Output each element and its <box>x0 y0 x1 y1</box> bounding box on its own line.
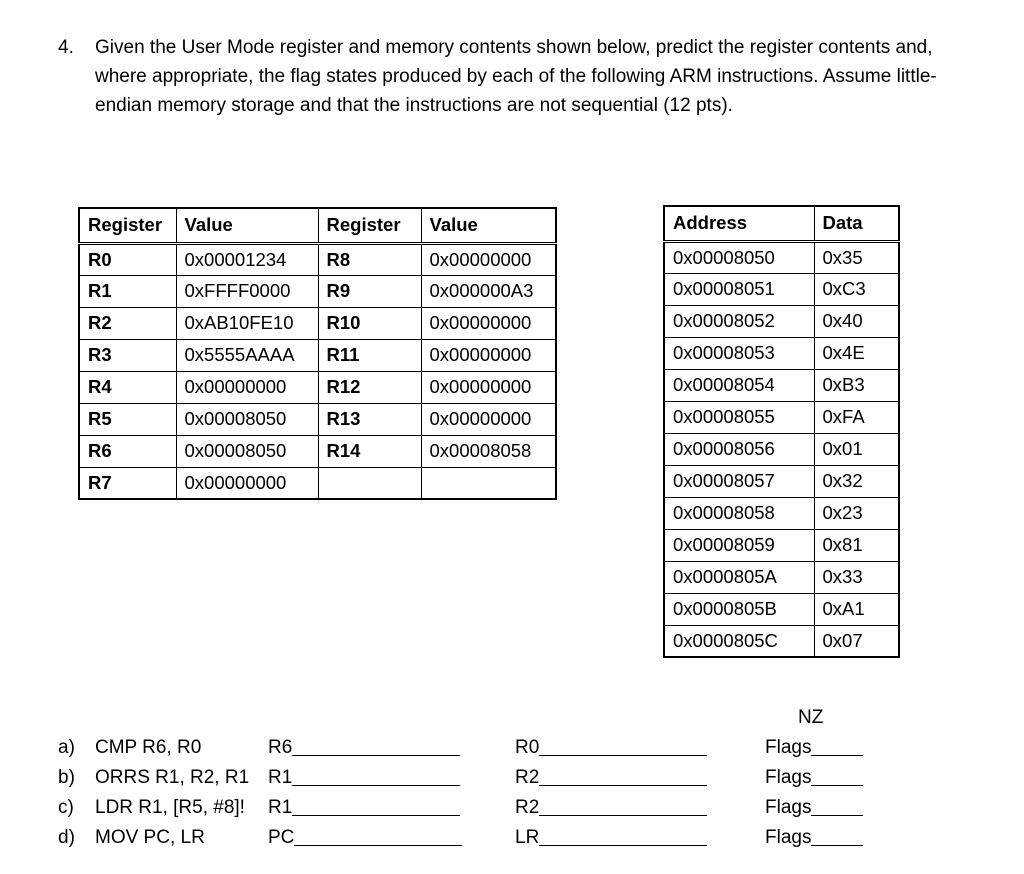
memory-address-cell: 0x00008055 <box>664 401 814 433</box>
value-header-cell: Value <box>176 208 318 243</box>
memory-row <box>664 529 899 561</box>
register-value-cell: 0x000000A3 <box>421 275 556 307</box>
answer-blank-line <box>294 834 462 846</box>
answer-blank-line <box>539 834 707 846</box>
answer-letter: a) <box>58 737 75 758</box>
register-row <box>79 243 556 275</box>
memory-data-cell: 0x40 <box>814 305 899 337</box>
memory-data-cell: 0x01 <box>814 433 899 465</box>
register-row <box>79 467 556 499</box>
answer-letter: c) <box>58 797 74 818</box>
memory-address-cell: 0x0000805C <box>664 625 814 657</box>
register-name-cell: R4 <box>79 371 176 403</box>
value-header-cell: Value <box>421 208 556 243</box>
register-name-cell: R14 <box>318 435 421 467</box>
register-value-cell: 0x00000000 <box>421 339 556 371</box>
answer-letter: b) <box>58 767 75 788</box>
memory-address-cell: 0x00008054 <box>664 369 814 401</box>
register-name-cell <box>318 467 421 499</box>
memory-address-cell: 0x00008050 <box>664 241 814 273</box>
memory-row <box>664 241 899 273</box>
memory-address-cell: 0x00008056 <box>664 433 814 465</box>
register-row <box>79 403 556 435</box>
register-table-header <box>79 208 556 243</box>
register-value-cell: 0x00008050 <box>176 435 318 467</box>
flags-blank-line <box>811 744 863 756</box>
answer-field2-label: LR <box>515 827 540 848</box>
memory-row <box>664 369 899 401</box>
memory-row <box>664 433 899 465</box>
register-value-cell: 0x00000000 <box>176 467 318 499</box>
answer-field1-label: R1 <box>268 767 293 788</box>
memory-address-cell: 0x00008051 <box>664 273 814 305</box>
flags-nz-header: NZ <box>798 707 824 728</box>
answer-blank-line <box>539 744 707 756</box>
register-value-cell: 0x00000000 <box>421 243 556 275</box>
flags-blank-line <box>811 804 863 816</box>
memory-data-cell: 0x23 <box>814 497 899 529</box>
answers-section <box>58 703 863 853</box>
answer-instruction: LDR R1, [R5, #8]! <box>95 797 245 818</box>
register-header-cell: Register <box>79 208 176 243</box>
register-row <box>79 339 556 371</box>
register-row <box>79 307 556 339</box>
memory-data-cell: 0xA1 <box>814 593 899 625</box>
question <box>58 33 983 120</box>
memory-row <box>664 273 899 305</box>
memory-address-cell: 0x00008052 <box>664 305 814 337</box>
answer-field1-label: R1 <box>268 797 293 818</box>
flags-label: Flags <box>765 767 812 788</box>
flags-label: Flags <box>765 737 812 758</box>
register-name-cell: R3 <box>79 339 176 371</box>
memory-row <box>664 497 899 529</box>
register-table <box>78 207 557 500</box>
register-value-cell: 0x00001234 <box>176 243 318 275</box>
register-name-cell: R9 <box>318 275 421 307</box>
register-row <box>79 435 556 467</box>
register-header-cell: Register <box>318 208 421 243</box>
register-value-cell: 0xFFFF0000 <box>176 275 318 307</box>
answer-blank-line <box>292 774 460 786</box>
register-value-cell <box>421 467 556 499</box>
register-value-cell: 0x00008058 <box>421 435 556 467</box>
flags-label: Flags <box>765 797 812 818</box>
answer-field2-label: R2 <box>515 767 540 788</box>
register-name-cell: R7 <box>79 467 176 499</box>
answer-blank-line <box>539 774 707 786</box>
memory-table-header <box>664 206 899 241</box>
memory-data-cell: 0xFA <box>814 401 899 433</box>
memory-row <box>664 401 899 433</box>
memory-row <box>664 465 899 497</box>
register-value-cell: 0x00000000 <box>421 403 556 435</box>
answer-blank-line <box>539 804 707 816</box>
answer-blank-line <box>292 804 460 816</box>
memory-address-cell: 0x0000805A <box>664 561 814 593</box>
memory-data-cell: 0x81 <box>814 529 899 561</box>
register-row <box>79 371 556 403</box>
register-value-cell: 0x00000000 <box>176 371 318 403</box>
answer-field1-label: R6 <box>268 737 293 758</box>
register-name-cell: R2 <box>79 307 176 339</box>
answer-instruction: ORRS R1, R2, R1 <box>95 767 250 788</box>
memory-data-cell: 0x35 <box>814 241 899 273</box>
register-name-cell: R1 <box>79 275 176 307</box>
answer-instruction: CMP R6, R0 <box>95 737 202 758</box>
memory-row <box>664 337 899 369</box>
memory-address-cell: 0x00008053 <box>664 337 814 369</box>
register-name-cell: R6 <box>79 435 176 467</box>
memory-data-cell: 0xC3 <box>814 273 899 305</box>
answer-row <box>58 733 863 763</box>
register-name-cell: R11 <box>318 339 421 371</box>
answer-row <box>58 763 863 793</box>
answer-rows <box>58 733 863 853</box>
register-name-cell: R5 <box>79 403 176 435</box>
data-header-cell: Data <box>814 206 899 241</box>
answer-field2-label: R0 <box>515 737 540 758</box>
memory-row <box>664 305 899 337</box>
register-value-cell: 0x5555AAAA <box>176 339 318 371</box>
answer-instruction: MOV PC, LR <box>95 827 205 848</box>
memory-address-cell: 0x0000805B <box>664 593 814 625</box>
register-name-cell: R13 <box>318 403 421 435</box>
answer-row <box>58 793 863 823</box>
memory-data-cell: 0x4E <box>814 337 899 369</box>
flags-blank-line <box>811 834 863 846</box>
register-name-cell: R10 <box>318 307 421 339</box>
answer-field2-label: R2 <box>515 797 540 818</box>
answer-letter: d) <box>58 827 75 848</box>
memory-data-cell: 0x07 <box>814 625 899 657</box>
register-value-cell: 0x00000000 <box>421 371 556 403</box>
register-value-cell: 0x00008050 <box>176 403 318 435</box>
answer-field1-label: PC <box>268 827 295 848</box>
address-header-cell: Address <box>664 206 814 241</box>
memory-row <box>664 625 899 657</box>
memory-address-cell: 0x00008059 <box>664 529 814 561</box>
register-value-cell: 0xAB10FE10 <box>176 307 318 339</box>
memory-table <box>663 205 900 658</box>
flags-label: Flags <box>765 827 812 848</box>
question-text: Given the User Mode register and memory contents shown below, predict the register contents and, where appropriate, the flag states produced by each of the following ARM instructions. Assume little-endian memory storage and that the instructions are not sequential (12 pts). <box>95 37 937 116</box>
memory-row <box>664 593 899 625</box>
register-name-cell: R12 <box>318 371 421 403</box>
memory-row <box>664 561 899 593</box>
memory-address-cell: 0x00008058 <box>664 497 814 529</box>
memory-data-cell: 0x33 <box>814 561 899 593</box>
question-number: 4. <box>58 37 74 58</box>
register-row <box>79 275 556 307</box>
register-name-cell: R0 <box>79 243 176 275</box>
answer-blank-line <box>292 744 460 756</box>
register-value-cell: 0x00000000 <box>421 307 556 339</box>
memory-address-cell: 0x00008057 <box>664 465 814 497</box>
memory-data-cell: 0xB3 <box>814 369 899 401</box>
register-name-cell: R8 <box>318 243 421 275</box>
answer-row <box>58 823 863 853</box>
memory-data-cell: 0x32 <box>814 465 899 497</box>
flags-blank-line <box>811 774 863 786</box>
